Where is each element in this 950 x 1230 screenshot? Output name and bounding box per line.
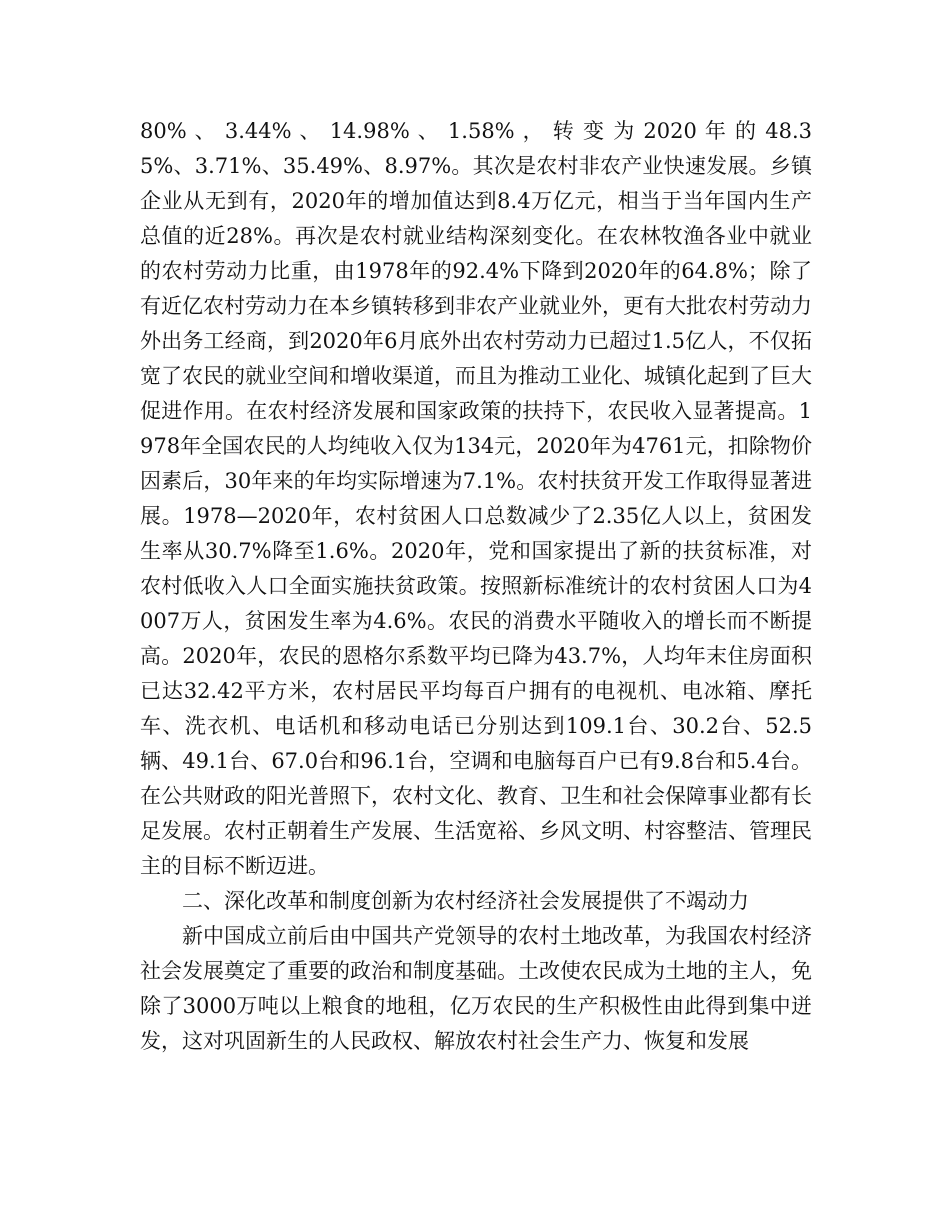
section-heading-2: 二、深化改革和制度创新为农村经济社会发展提供了不竭动力 [182,889,749,913]
body-paragraph-3: 新中国成立前后由中国共产党领导的农村土地改革，为我国农村经济社会发展奠定了重要的政治和制度基础。土改使农民成为土地的主人，免除了3000万吨以上粮食的地租，亿万农民的生产积极性由此得到集中迸发，这对巩固新生的人民政权、解放农村社会生产力、恢复和发展 [140,924,812,1053]
document-body [140,114,812,1059]
body-paragraph-1: 80% 、 3.44% 、 14.98% 、 1.58% ， 转 变 为 2020 年 的 48.35%、3.71%、35.49%、8.97%。其次是农村非农产业快速发展。乡镇企业从无到有，2020年的增加值达到8.4万亿元，相当于当年国内生产总值的近28%。再次是农村就业结构深刻变化。在农林牧渔各业中就业的农村劳动力比重，由1978年的92.4%下降到2020年的64.8%；除了有近亿农村劳动力在本乡镇转移到非农产业就业外，更有大批农村劳动力外出务工经商，到2020年6月底外出农村劳动力已超过1.5亿人，不仅拓宽了农民的就业空间和增收渠道，而且为推动工业化、城镇化起到了巨大促进作用。在农村经济发展和国家政策的扶持下，农民收入显著提高。1978年全国农民的人均纯收入仅为134元，2020年为4761元，扣除物价因素后，30年来的年均实际增速为7.1%。农村扶贫开发工作取得显著进展。1978—2020年，农村贫困人口总数减少了2.35亿人以上，贫困发生率从30.7%降至1.6%。2020年，党和国家提出了新的扶贫标准，对农村低收入人口全面实施扶贫政策。按照新标准统计的农村贫困人口为4007万人，贫困发生率为4.6%。农民的消费水平随收入的增长而不断提高。2020年，农民的恩格尔系数平均已降为43.7%，人均年末住房面积已达32.42平方米，农村居民平均每百户拥有的电视机、电冰箱、摩托车、洗衣机、电话机和移动电话已分别达到109.1台、30.2台、52.5辆、49.1台、67.0台和96.1台，空调和电脑每百户已有9.8台和5.4台。在公共财政的阳光普照下，农村文化、教育、卫生和社会保障事业都有长足发展。农村正朝着生产发展、生活宽裕、乡风文明、村容整洁、管理民主的目标不断迈进。 [140,119,812,878]
